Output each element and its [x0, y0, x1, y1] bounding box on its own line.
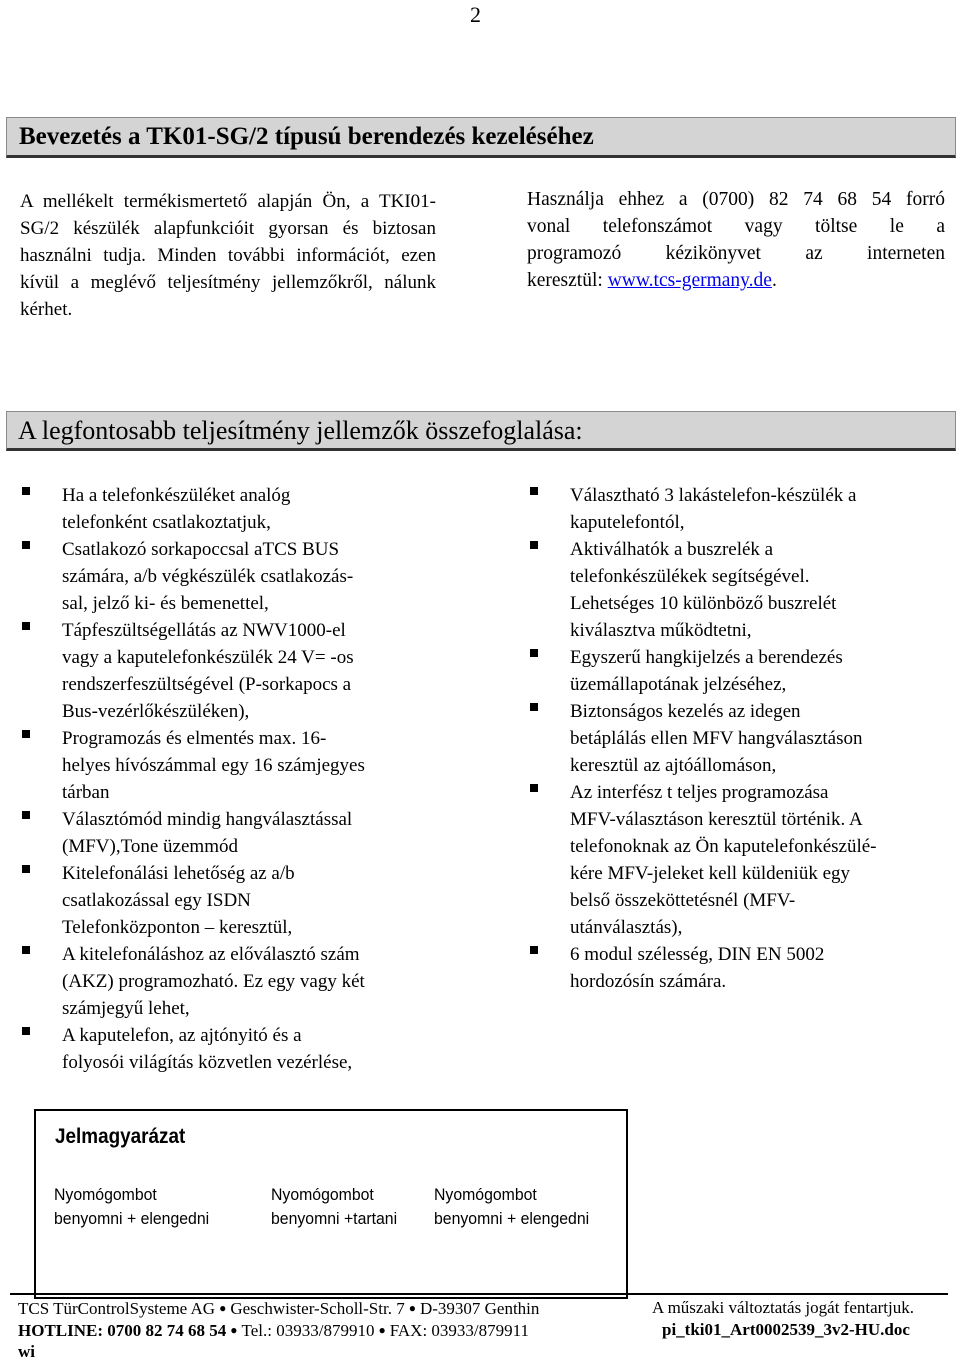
footer-city: D-39307 Genthin: [419, 1299, 540, 1318]
list-item: [528, 644, 948, 698]
footer-overflow-text: wi: [18, 1342, 35, 1361]
page-title: Bevezetés a TK01-SG/2 típusú berendezés kezeléséhez: [19, 123, 594, 150]
list-item: [528, 698, 948, 779]
legend-item-line2: benyomni +tartani: [271, 1209, 398, 1228]
list-item: [20, 536, 470, 617]
footer-contact: [18, 1319, 529, 1342]
square-bullet-icon: [22, 1027, 30, 1035]
feature-text: Ha a telefonkészüléket analóg telefonként csatlakoztatjuk,: [62, 485, 291, 533]
list-item: [20, 806, 470, 860]
feature-text: Biztonságos kezelés az idegen betáplálás ellen MFV hangválasztáson keresztül az ajtóállomáson,: [570, 701, 863, 776]
footer-filename: pi_tki01_Art0002539_3v2-HU.doc: [662, 1320, 910, 1339]
square-bullet-icon: [22, 622, 30, 630]
intro-right-line: [527, 267, 945, 294]
feature-text: Az interfész t teljes programozása MFV-választáson keresztül történik. A telefonoknak az Ön kaputelefonkészülé- kére MFV-jeleket kell küldeniük egy belső összeköttetésnél (MFV- utánválasztás),: [570, 782, 877, 938]
legend-item: [54, 1183, 209, 1231]
list-item: [528, 779, 948, 941]
feature-text: Programozás és elmentés max. 16- helyes hívószámmal egy 16 számjegyes tárban: [62, 728, 365, 803]
legend-item: [434, 1183, 589, 1231]
footer-disclaimer: A műszaki változtatás jogát fentartjuk.: [652, 1298, 915, 1317]
footer-street: Geschwister-Scholl-Str. 7: [230, 1299, 405, 1318]
legend-item-line1: Nyomógombot: [271, 1185, 374, 1204]
square-bullet-icon: [530, 649, 538, 657]
square-bullet-icon: [22, 811, 30, 819]
intro-right-line: vonal telefonszámot vagy töltse le a: [527, 216, 945, 237]
legend-item-line2: benyomni + elengedni: [54, 1209, 210, 1228]
legend-box: [34, 1109, 628, 1299]
footer-company: TCS TürControlSysteme AG: [18, 1299, 216, 1318]
features-title: A legfontosabb teljesítmény jellemzők összefoglalása:: [18, 416, 583, 445]
feature-text: Aktiválhatók a buszrelék a telefonkészülékek segítségével. Lehetséges 10 különböző buszrelét kiválasztva működtetni,: [570, 539, 837, 641]
footer-tel: Tel.: 03933/879910: [241, 1321, 375, 1340]
footer-divider: [10, 1293, 948, 1295]
feature-text: 6 modul szélesség, DIN EN 5002 hordozósín számára.: [570, 944, 825, 992]
bullet-dot-icon: ●: [408, 1301, 416, 1315]
legend-item: [271, 1183, 397, 1231]
intro-right-prefix: keresztül:: [527, 270, 608, 291]
bullet-dot-icon: ●: [230, 1323, 238, 1337]
square-bullet-icon: [530, 703, 538, 711]
features-banner: [6, 411, 956, 451]
square-bullet-icon: [22, 487, 30, 495]
feature-text: Választható 3 lakástelefon-készülék a kaputelefontól,: [570, 485, 857, 533]
intro-right-paragraph: [527, 186, 945, 294]
intro-right-line: Használja ehhez a (0700) 82 74 68 54 forró: [527, 189, 945, 210]
feature-text: A kitelefonáláshoz az előválasztó szám (AKZ) programozható. Ez egy vagy két számjegyű lehet,: [62, 944, 365, 1019]
feature-text: Tápfeszültségellátás az NWV1000-el vagy a kaputelefonkészülék 24 V= -os rendszerfeszültségével (P-sorkapocs a Bus-vezérlőkészüléken),: [62, 620, 354, 722]
footer-hotline: HOTLINE: 0700 82 74 68 54: [18, 1321, 227, 1340]
square-bullet-icon: [530, 541, 538, 549]
list-item: [20, 482, 470, 536]
features-list-left: [20, 482, 470, 1076]
list-item: [20, 860, 470, 941]
square-bullet-icon: [22, 946, 30, 954]
features-list-right: [528, 482, 948, 995]
list-item: [528, 536, 948, 644]
bullet-dot-icon: ●: [219, 1301, 227, 1315]
legend-item-line1: Nyomógombot: [434, 1185, 537, 1204]
intro-right-suffix: .: [771, 270, 777, 291]
legend-item-line1: Nyomógombot: [54, 1185, 157, 1204]
website-link[interactable]: www.tcs-germany.de: [607, 270, 772, 291]
square-bullet-icon: [530, 487, 538, 495]
feature-text: Csatlakozó sorkapoccsal aTCS BUS számára, a/b végkészülék csatlakozás- sal, jelző ki- és bemenettel,: [62, 539, 354, 614]
feature-text: Kitelefonálási lehetőség az a/b csatlakozással egy ISDN Telefonközponton – keresztül,: [62, 863, 295, 938]
feature-text: Választómód mindig hangválasztással (MFV),Tone üzemmód: [62, 809, 353, 857]
square-bullet-icon: [22, 865, 30, 873]
square-bullet-icon: [530, 784, 538, 792]
title-banner: [6, 117, 956, 158]
list-item: [20, 617, 470, 725]
list-item: [528, 941, 948, 995]
footer-fax: FAX: 03933/879911: [389, 1321, 530, 1340]
legend-item-line2: benyomni + elengedni: [434, 1209, 590, 1228]
list-item: [20, 1022, 470, 1076]
feature-text: A kaputelefon, az ajtónyitó és a folyosói világítás közvetlen vezérlése,: [62, 1025, 353, 1073]
intro-left-paragraph: A mellékelt termékismertető alapján Ön, a TKI01-SG/2 készülék alapfunkcióit gyorsan és biztosan használni tudja. Minden további információt, ezen kívül a meglévő teljesítmény jellemzőkről, nálunk kérhet.: [20, 191, 436, 320]
bullet-dot-icon: ●: [378, 1323, 386, 1337]
list-item: [20, 725, 470, 806]
square-bullet-icon: [22, 541, 30, 549]
footer-address: [18, 1297, 539, 1320]
square-bullet-icon: [22, 730, 30, 738]
intro-right-line: programozó kézikönyvet az interneten: [527, 243, 945, 264]
square-bullet-icon: [530, 946, 538, 954]
legend-title: Jelmagyarázat: [55, 1125, 186, 1148]
list-item: [20, 941, 470, 1022]
feature-text: Egyszerű hangkijelzés a berendezés üzemállapotának jelzéséhez,: [570, 647, 843, 695]
page-number: 2: [470, 2, 481, 27]
list-item: [528, 482, 948, 536]
